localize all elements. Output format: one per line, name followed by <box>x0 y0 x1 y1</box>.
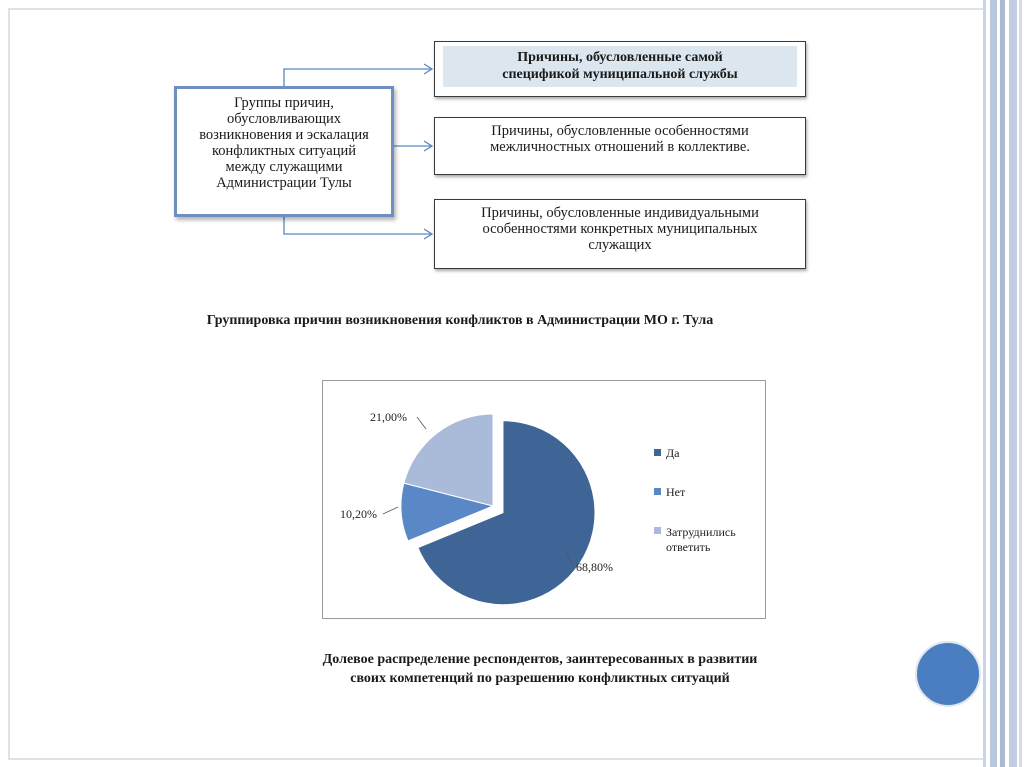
data-label-unsure: 21,00% <box>370 410 407 424</box>
main-line: возникновения и эскалация <box>199 127 369 143</box>
legend-label-no: Нет <box>666 485 686 499</box>
cause-line: спецификой муниципальной службы <box>502 67 738 82</box>
diagram-caption: Группировка причин возникновения конфликтов в Администрации МО г. Тула <box>206 313 714 328</box>
data-label-yes: 68,80% <box>576 560 613 574</box>
cause-line: межличностных отношений в коллективе. <box>490 139 750 155</box>
main-cause-groups-box <box>174 86 394 217</box>
chart-caption-line: Долевое распределение респондентов, заинтересованных в развитии <box>322 652 758 667</box>
pie-chart-frame <box>322 380 766 619</box>
main-line: обусловливающих <box>227 111 341 127</box>
decorative-circle <box>915 641 981 707</box>
pie-chart <box>323 381 765 618</box>
leader-line-unsure <box>417 417 426 429</box>
cause-line: особенностями конкретных муниципальных <box>482 221 758 237</box>
leader-line-no <box>383 507 398 514</box>
main-line: Группы причин, <box>234 95 334 111</box>
cause-line: служащих <box>588 237 652 253</box>
cause-line: Причины, обусловленные самой <box>517 50 723 65</box>
legend-label-unsure <box>666 525 739 554</box>
legend-label-unsure-line-1: Затруднились <box>666 525 736 539</box>
legend-label-unsure-line-2: ответить <box>666 540 711 554</box>
chart-caption-line: своих компетенций по разрешению конфликтных ситуаций <box>350 671 730 686</box>
main-line: между служащими <box>225 159 343 175</box>
frame-bottom-line <box>8 758 983 760</box>
legend-label-yes: Да <box>666 446 680 460</box>
main-line: конфликтных ситуаций <box>211 143 357 159</box>
cause-line: Причины, обусловленные индивидуальными <box>481 205 759 221</box>
legend-swatch-no <box>654 488 661 495</box>
chart-caption <box>240 650 840 688</box>
connector-1 <box>284 69 432 86</box>
data-label-no: 10,20% <box>340 507 377 521</box>
cause-line: Причины, обусловленные особенностями <box>491 123 749 139</box>
cause-box-individual <box>434 199 806 269</box>
main-line: Администрации Тулы <box>216 175 352 191</box>
legend-swatch-yes <box>654 449 661 456</box>
cause-box-service-specifics <box>434 41 806 97</box>
cause-box-interpersonal <box>434 117 806 175</box>
legend-swatch-unsure <box>654 527 661 534</box>
